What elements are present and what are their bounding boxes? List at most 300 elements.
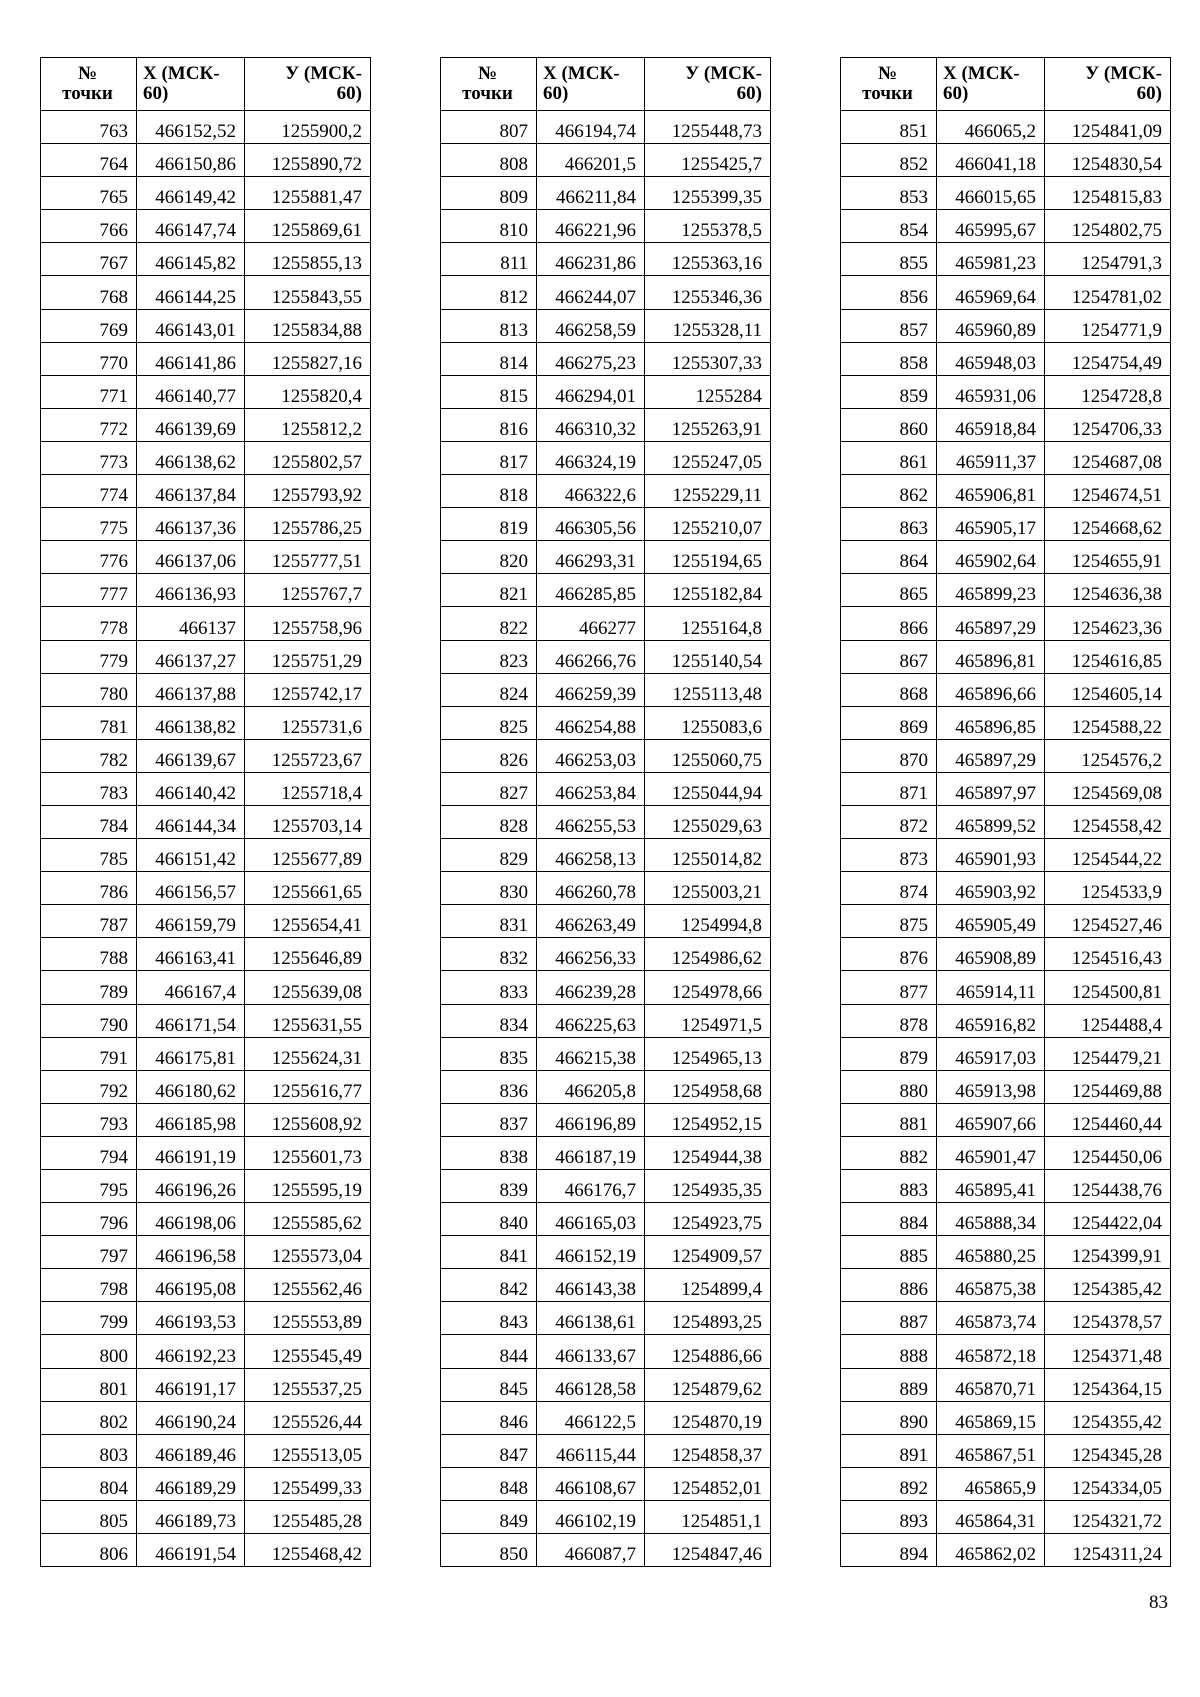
point-number-cell: 784 <box>41 805 137 838</box>
x-coordinate-cell: 465867,51 <box>937 1434 1045 1467</box>
point-number-cell: 817 <box>441 441 537 474</box>
table-row <box>841 441 1171 474</box>
y-coordinate-cell: 1255044,94 <box>645 772 771 805</box>
x-coordinate-cell: 466277 <box>537 607 645 640</box>
table-row <box>441 1302 771 1335</box>
table-row <box>41 772 371 805</box>
table-row <box>841 1236 1171 1269</box>
x-coordinate-cell: 466159,79 <box>137 905 245 938</box>
table-header-row <box>841 58 1171 111</box>
x-coordinate-cell: 465902,64 <box>937 541 1045 574</box>
x-coordinate-cell: 466137 <box>137 607 245 640</box>
point-number-cell: 855 <box>841 243 937 276</box>
point-number-cell: 834 <box>441 1004 537 1037</box>
x-coordinate-cell: 466189,73 <box>137 1500 245 1533</box>
x-coordinate-cell: 465896,85 <box>937 706 1045 739</box>
point-number-cell: 856 <box>841 276 937 309</box>
table-row <box>841 1103 1171 1136</box>
x-coordinate-cell: 466192,23 <box>137 1335 245 1368</box>
x-coordinate-cell: 466149,42 <box>137 177 245 210</box>
point-number-cell: 850 <box>441 1534 537 1567</box>
point-number-cell: 813 <box>441 309 537 342</box>
point-number-cell: 878 <box>841 1004 937 1037</box>
table-row <box>841 971 1171 1004</box>
x-coordinate-cell: 466133,67 <box>537 1335 645 1368</box>
y-coordinate-cell: 1255164,8 <box>645 607 771 640</box>
x-coordinate-cell: 466253,03 <box>537 739 645 772</box>
x-coordinate-cell: 466137,06 <box>137 541 245 574</box>
table-row <box>41 1103 371 1136</box>
y-coordinate-cell: 1254488,4 <box>1045 1004 1171 1037</box>
x-coordinate-cell: 466145,82 <box>137 243 245 276</box>
table-row <box>41 508 371 541</box>
table-row <box>841 1500 1171 1533</box>
point-number-cell: 788 <box>41 938 137 971</box>
y-coordinate-cell: 1255654,41 <box>245 905 371 938</box>
y-coordinate-cell: 1254516,43 <box>1045 938 1171 971</box>
table-row <box>841 872 1171 905</box>
y-coordinate-cell: 1255060,75 <box>645 739 771 772</box>
x-coordinate-cell: 465869,15 <box>937 1401 1045 1434</box>
table-row <box>441 475 771 508</box>
table-row <box>41 574 371 607</box>
point-number-cell: 794 <box>41 1136 137 1169</box>
header-y-coordinate: У (МСК- 60) <box>245 58 371 111</box>
x-coordinate-cell: 466294,01 <box>537 375 645 408</box>
y-coordinate-cell: 1254771,9 <box>1045 309 1171 342</box>
point-number-cell: 810 <box>441 210 537 243</box>
y-coordinate-cell: 1254569,08 <box>1045 772 1171 805</box>
x-coordinate-cell: 466193,53 <box>137 1302 245 1335</box>
y-coordinate-cell: 1255758,96 <box>245 607 371 640</box>
table-row <box>841 144 1171 177</box>
table-row <box>441 1004 771 1037</box>
point-number-cell: 806 <box>41 1534 137 1567</box>
x-coordinate-cell: 466128,58 <box>537 1368 645 1401</box>
table-row <box>41 541 371 574</box>
table-row <box>841 905 1171 938</box>
point-number-cell: 891 <box>841 1434 937 1467</box>
point-number-cell: 778 <box>41 607 137 640</box>
x-coordinate-cell: 465896,81 <box>937 640 1045 673</box>
point-number-cell: 786 <box>41 872 137 905</box>
table-row <box>841 1037 1171 1070</box>
point-number-cell: 783 <box>41 772 137 805</box>
table-row <box>441 1434 771 1467</box>
table-row <box>41 309 371 342</box>
x-coordinate-cell: 465969,64 <box>937 276 1045 309</box>
coordinates-table-1 <box>40 57 371 1567</box>
table-row <box>841 805 1171 838</box>
point-number-cell: 854 <box>841 210 937 243</box>
table-row <box>441 772 771 805</box>
y-coordinate-cell: 1254893,25 <box>645 1302 771 1335</box>
x-coordinate-cell: 465899,23 <box>937 574 1045 607</box>
point-number-cell: 781 <box>41 706 137 739</box>
y-coordinate-cell: 1254994,8 <box>645 905 771 938</box>
y-coordinate-cell: 1255802,57 <box>245 441 371 474</box>
table-row <box>41 1335 371 1368</box>
x-coordinate-cell: 465862,02 <box>937 1534 1045 1567</box>
table-row <box>441 111 771 144</box>
point-number-cell: 801 <box>41 1368 137 1401</box>
x-coordinate-cell: 466175,81 <box>137 1037 245 1070</box>
table-row <box>41 1070 371 1103</box>
x-coordinate-cell: 466143,01 <box>137 309 245 342</box>
point-number-cell: 828 <box>441 805 537 838</box>
table-row <box>441 1136 771 1169</box>
x-coordinate-cell: 466143,38 <box>537 1269 645 1302</box>
y-coordinate-cell: 1255448,73 <box>645 111 771 144</box>
x-coordinate-cell: 466138,62 <box>137 441 245 474</box>
table-row <box>841 1070 1171 1103</box>
x-coordinate-cell: 466144,25 <box>137 276 245 309</box>
x-coordinate-cell: 466194,74 <box>537 111 645 144</box>
table-row <box>441 1534 771 1567</box>
y-coordinate-cell: 1255399,35 <box>645 177 771 210</box>
y-coordinate-cell: 1254986,62 <box>645 938 771 971</box>
table-row <box>41 1136 371 1169</box>
point-number-cell: 892 <box>841 1467 937 1500</box>
point-number-cell: 768 <box>41 276 137 309</box>
point-number-cell: 872 <box>841 805 937 838</box>
point-number-cell: 843 <box>441 1302 537 1335</box>
y-coordinate-cell: 1254754,49 <box>1045 342 1171 375</box>
y-coordinate-cell: 1254527,46 <box>1045 905 1171 938</box>
point-number-cell: 864 <box>841 541 937 574</box>
x-coordinate-cell: 466215,38 <box>537 1037 645 1070</box>
table-row <box>841 1302 1171 1335</box>
x-coordinate-cell: 466138,82 <box>137 706 245 739</box>
table-row <box>41 1534 371 1567</box>
y-coordinate-cell: 1255468,42 <box>245 1534 371 1567</box>
point-number-cell: 773 <box>41 441 137 474</box>
point-number-cell: 877 <box>841 971 937 1004</box>
table-row <box>441 938 771 971</box>
x-coordinate-cell: 466205,8 <box>537 1070 645 1103</box>
y-coordinate-cell: 1255793,92 <box>245 475 371 508</box>
table-row <box>41 1004 371 1037</box>
table-row <box>841 673 1171 706</box>
y-coordinate-cell: 1255363,16 <box>645 243 771 276</box>
x-coordinate-cell: 465908,89 <box>937 938 1045 971</box>
table-row <box>41 342 371 375</box>
table-row <box>841 1004 1171 1037</box>
point-number-cell: 865 <box>841 574 937 607</box>
table-row <box>41 1170 371 1203</box>
table-row <box>441 739 771 772</box>
y-coordinate-cell: 1255526,44 <box>245 1401 371 1434</box>
table-row <box>441 1467 771 1500</box>
table-row <box>841 1136 1171 1169</box>
y-coordinate-cell: 1255703,14 <box>245 805 371 838</box>
x-coordinate-cell: 466260,78 <box>537 872 645 905</box>
point-number-cell: 883 <box>841 1170 937 1203</box>
y-coordinate-cell: 1254588,22 <box>1045 706 1171 739</box>
y-coordinate-cell: 1254479,21 <box>1045 1037 1171 1070</box>
y-coordinate-cell: 1255229,11 <box>645 475 771 508</box>
y-coordinate-cell: 1254438,76 <box>1045 1170 1171 1203</box>
x-coordinate-cell: 466310,32 <box>537 408 645 441</box>
point-number-cell: 871 <box>841 772 937 805</box>
point-number-cell: 833 <box>441 971 537 1004</box>
y-coordinate-cell: 1255742,17 <box>245 673 371 706</box>
point-number-cell: 866 <box>841 607 937 640</box>
y-coordinate-cell: 1254655,91 <box>1045 541 1171 574</box>
y-coordinate-cell: 1254781,02 <box>1045 276 1171 309</box>
y-coordinate-cell: 1254460,44 <box>1045 1103 1171 1136</box>
x-coordinate-cell: 466255,53 <box>537 805 645 838</box>
table-row <box>441 905 771 938</box>
x-coordinate-cell: 466165,03 <box>537 1203 645 1236</box>
table-row <box>41 905 371 938</box>
y-coordinate-cell: 1254706,33 <box>1045 408 1171 441</box>
table-row <box>441 607 771 640</box>
y-coordinate-cell: 1254576,2 <box>1045 739 1171 772</box>
table-row <box>41 1037 371 1070</box>
x-coordinate-cell: 466191,54 <box>137 1534 245 1567</box>
point-number-cell: 780 <box>41 673 137 706</box>
x-coordinate-cell: 465901,47 <box>937 1136 1045 1169</box>
x-coordinate-cell: 465896,66 <box>937 673 1045 706</box>
y-coordinate-cell: 1255553,89 <box>245 1302 371 1335</box>
point-number-cell: 779 <box>41 640 137 673</box>
point-number-cell: 811 <box>441 243 537 276</box>
point-number-cell: 775 <box>41 508 137 541</box>
y-coordinate-cell: 1255616,77 <box>245 1070 371 1103</box>
x-coordinate-cell: 466115,44 <box>537 1434 645 1467</box>
x-coordinate-cell: 466191,19 <box>137 1136 245 1169</box>
point-number-cell: 798 <box>41 1269 137 1302</box>
point-number-cell: 876 <box>841 938 937 971</box>
x-coordinate-cell: 465995,67 <box>937 210 1045 243</box>
table-row <box>841 1401 1171 1434</box>
x-coordinate-cell: 465903,92 <box>937 872 1045 905</box>
point-number-cell: 840 <box>441 1203 537 1236</box>
point-number-cell: 884 <box>841 1203 937 1236</box>
x-coordinate-cell: 466167,4 <box>137 971 245 1004</box>
x-coordinate-cell: 466152,52 <box>137 111 245 144</box>
y-coordinate-cell: 1254544,22 <box>1045 839 1171 872</box>
point-number-cell: 799 <box>41 1302 137 1335</box>
x-coordinate-cell: 466285,85 <box>537 574 645 607</box>
table-row <box>841 1203 1171 1236</box>
y-coordinate-cell: 1254636,38 <box>1045 574 1171 607</box>
y-coordinate-cell: 1255751,29 <box>245 640 371 673</box>
x-coordinate-cell: 466190,24 <box>137 1401 245 1434</box>
table-row <box>441 441 771 474</box>
point-number-cell: 859 <box>841 375 937 408</box>
x-coordinate-cell: 466275,23 <box>537 342 645 375</box>
x-coordinate-cell: 465917,03 <box>937 1037 1045 1070</box>
point-number-cell: 814 <box>441 342 537 375</box>
x-coordinate-cell: 466185,98 <box>137 1103 245 1136</box>
y-coordinate-cell: 1255194,65 <box>645 541 771 574</box>
y-coordinate-cell: 1254935,35 <box>645 1170 771 1203</box>
y-coordinate-cell: 1254851,1 <box>645 1500 771 1533</box>
point-number-cell: 869 <box>841 706 937 739</box>
x-coordinate-cell: 466151,42 <box>137 839 245 872</box>
x-coordinate-cell: 466138,61 <box>537 1302 645 1335</box>
y-coordinate-cell: 1255631,55 <box>245 1004 371 1037</box>
table-row <box>441 574 771 607</box>
point-number-cell: 879 <box>841 1037 937 1070</box>
table-row <box>841 1467 1171 1500</box>
x-coordinate-cell: 466322,6 <box>537 475 645 508</box>
table-row <box>841 1534 1171 1567</box>
point-number-cell: 842 <box>441 1269 537 1302</box>
point-number-cell: 827 <box>441 772 537 805</box>
header-point-number: № точки <box>441 58 537 111</box>
y-coordinate-cell: 1255307,33 <box>645 342 771 375</box>
header-y-coordinate: У (МСК- 60) <box>645 58 771 111</box>
x-coordinate-cell: 465880,25 <box>937 1236 1045 1269</box>
y-coordinate-cell: 1254674,51 <box>1045 475 1171 508</box>
point-number-cell: 845 <box>441 1368 537 1401</box>
table-row <box>841 607 1171 640</box>
table-row <box>441 1335 771 1368</box>
x-coordinate-cell: 466156,57 <box>137 872 245 905</box>
y-coordinate-cell: 1255113,48 <box>645 673 771 706</box>
table-row <box>441 1269 771 1302</box>
table-row <box>441 276 771 309</box>
x-coordinate-cell: 466254,88 <box>537 706 645 739</box>
point-number-cell: 873 <box>841 839 937 872</box>
table-row <box>441 1236 771 1269</box>
point-number-cell: 851 <box>841 111 937 144</box>
y-coordinate-cell: 1255812,2 <box>245 408 371 441</box>
point-number-cell: 804 <box>41 1467 137 1500</box>
y-coordinate-cell: 1254958,68 <box>645 1070 771 1103</box>
x-coordinate-cell: 466065,2 <box>937 111 1045 144</box>
x-coordinate-cell: 466211,84 <box>537 177 645 210</box>
point-number-cell: 805 <box>41 1500 137 1533</box>
table-row <box>41 938 371 971</box>
x-coordinate-cell: 466015,65 <box>937 177 1045 210</box>
y-coordinate-cell: 1255820,4 <box>245 375 371 408</box>
point-number-cell: 868 <box>841 673 937 706</box>
point-number-cell: 815 <box>441 375 537 408</box>
point-number-cell: 874 <box>841 872 937 905</box>
point-number-cell: 766 <box>41 210 137 243</box>
table-row <box>841 408 1171 441</box>
table-row <box>841 839 1171 872</box>
y-coordinate-cell: 1254378,57 <box>1045 1302 1171 1335</box>
y-coordinate-cell: 1254899,4 <box>645 1269 771 1302</box>
table-row <box>841 177 1171 210</box>
x-coordinate-cell: 466196,58 <box>137 1236 245 1269</box>
point-number-cell: 894 <box>841 1534 937 1567</box>
point-number-cell: 772 <box>41 408 137 441</box>
table-row <box>41 111 371 144</box>
x-coordinate-cell: 465905,17 <box>937 508 1045 541</box>
x-coordinate-cell: 466171,54 <box>137 1004 245 1037</box>
point-number-cell: 776 <box>41 541 137 574</box>
y-coordinate-cell: 1255328,11 <box>645 309 771 342</box>
x-coordinate-cell: 466225,63 <box>537 1004 645 1037</box>
point-number-cell: 785 <box>41 839 137 872</box>
x-coordinate-cell: 465865,9 <box>937 1467 1045 1500</box>
coordinates-table-2 <box>440 57 771 1567</box>
y-coordinate-cell: 1255140,54 <box>645 640 771 673</box>
y-coordinate-cell: 1254802,75 <box>1045 210 1171 243</box>
point-number-cell: 837 <box>441 1103 537 1136</box>
table-header-row <box>41 58 371 111</box>
table-row <box>841 111 1171 144</box>
point-number-cell: 885 <box>841 1236 937 1269</box>
point-number-cell: 839 <box>441 1170 537 1203</box>
page-number: 83 <box>1149 1592 1168 1613</box>
table-row <box>441 1203 771 1236</box>
table-row <box>441 210 771 243</box>
header-y-coordinate: У (МСК- 60) <box>1045 58 1171 111</box>
x-coordinate-cell: 465873,74 <box>937 1302 1045 1335</box>
table-row <box>841 1368 1171 1401</box>
y-coordinate-cell: 1254687,08 <box>1045 441 1171 474</box>
x-coordinate-cell: 465870,71 <box>937 1368 1045 1401</box>
table-row <box>441 1103 771 1136</box>
point-number-cell: 829 <box>441 839 537 872</box>
y-coordinate-cell: 1255624,31 <box>245 1037 371 1070</box>
x-coordinate-cell: 466231,86 <box>537 243 645 276</box>
y-coordinate-cell: 1254971,5 <box>645 1004 771 1037</box>
point-number-cell: 816 <box>441 408 537 441</box>
table-row <box>41 1269 371 1302</box>
point-number-cell: 838 <box>441 1136 537 1169</box>
y-coordinate-cell: 1254965,13 <box>645 1037 771 1070</box>
table-row <box>441 1401 771 1434</box>
table-row <box>841 772 1171 805</box>
y-coordinate-cell: 1255767,7 <box>245 574 371 607</box>
x-coordinate-cell: 465960,89 <box>937 309 1045 342</box>
point-number-cell: 867 <box>841 640 937 673</box>
point-number-cell: 822 <box>441 607 537 640</box>
x-coordinate-cell: 465897,29 <box>937 607 1045 640</box>
y-coordinate-cell: 1254469,88 <box>1045 1070 1171 1103</box>
x-coordinate-cell: 466137,88 <box>137 673 245 706</box>
x-coordinate-cell: 465897,97 <box>937 772 1045 805</box>
x-coordinate-cell: 465916,82 <box>937 1004 1045 1037</box>
y-coordinate-cell: 1255731,6 <box>245 706 371 739</box>
x-coordinate-cell: 466221,96 <box>537 210 645 243</box>
x-coordinate-cell: 465914,11 <box>937 971 1045 1004</box>
y-coordinate-cell: 1255537,25 <box>245 1368 371 1401</box>
y-coordinate-cell: 1255562,46 <box>245 1269 371 1302</box>
y-coordinate-cell: 1255014,82 <box>645 839 771 872</box>
y-coordinate-cell: 1254399,91 <box>1045 1236 1171 1269</box>
y-coordinate-cell: 1254533,9 <box>1045 872 1171 905</box>
table-row <box>441 408 771 441</box>
table-row <box>841 210 1171 243</box>
point-number-cell: 808 <box>441 144 537 177</box>
table-row <box>441 1500 771 1533</box>
point-number-cell: 830 <box>441 872 537 905</box>
point-number-cell: 832 <box>441 938 537 971</box>
y-coordinate-cell: 1255513,05 <box>245 1434 371 1467</box>
point-number-cell: 797 <box>41 1236 137 1269</box>
x-coordinate-cell: 466191,17 <box>137 1368 245 1401</box>
point-number-cell: 819 <box>441 508 537 541</box>
point-number-cell: 796 <box>41 1203 137 1236</box>
x-coordinate-cell: 466239,28 <box>537 971 645 1004</box>
point-number-cell: 886 <box>841 1269 937 1302</box>
x-coordinate-cell: 466196,89 <box>537 1103 645 1136</box>
table-row <box>41 144 371 177</box>
x-coordinate-cell: 465895,41 <box>937 1170 1045 1203</box>
y-coordinate-cell: 1254311,24 <box>1045 1534 1171 1567</box>
table-row <box>41 971 371 1004</box>
table-row <box>41 441 371 474</box>
